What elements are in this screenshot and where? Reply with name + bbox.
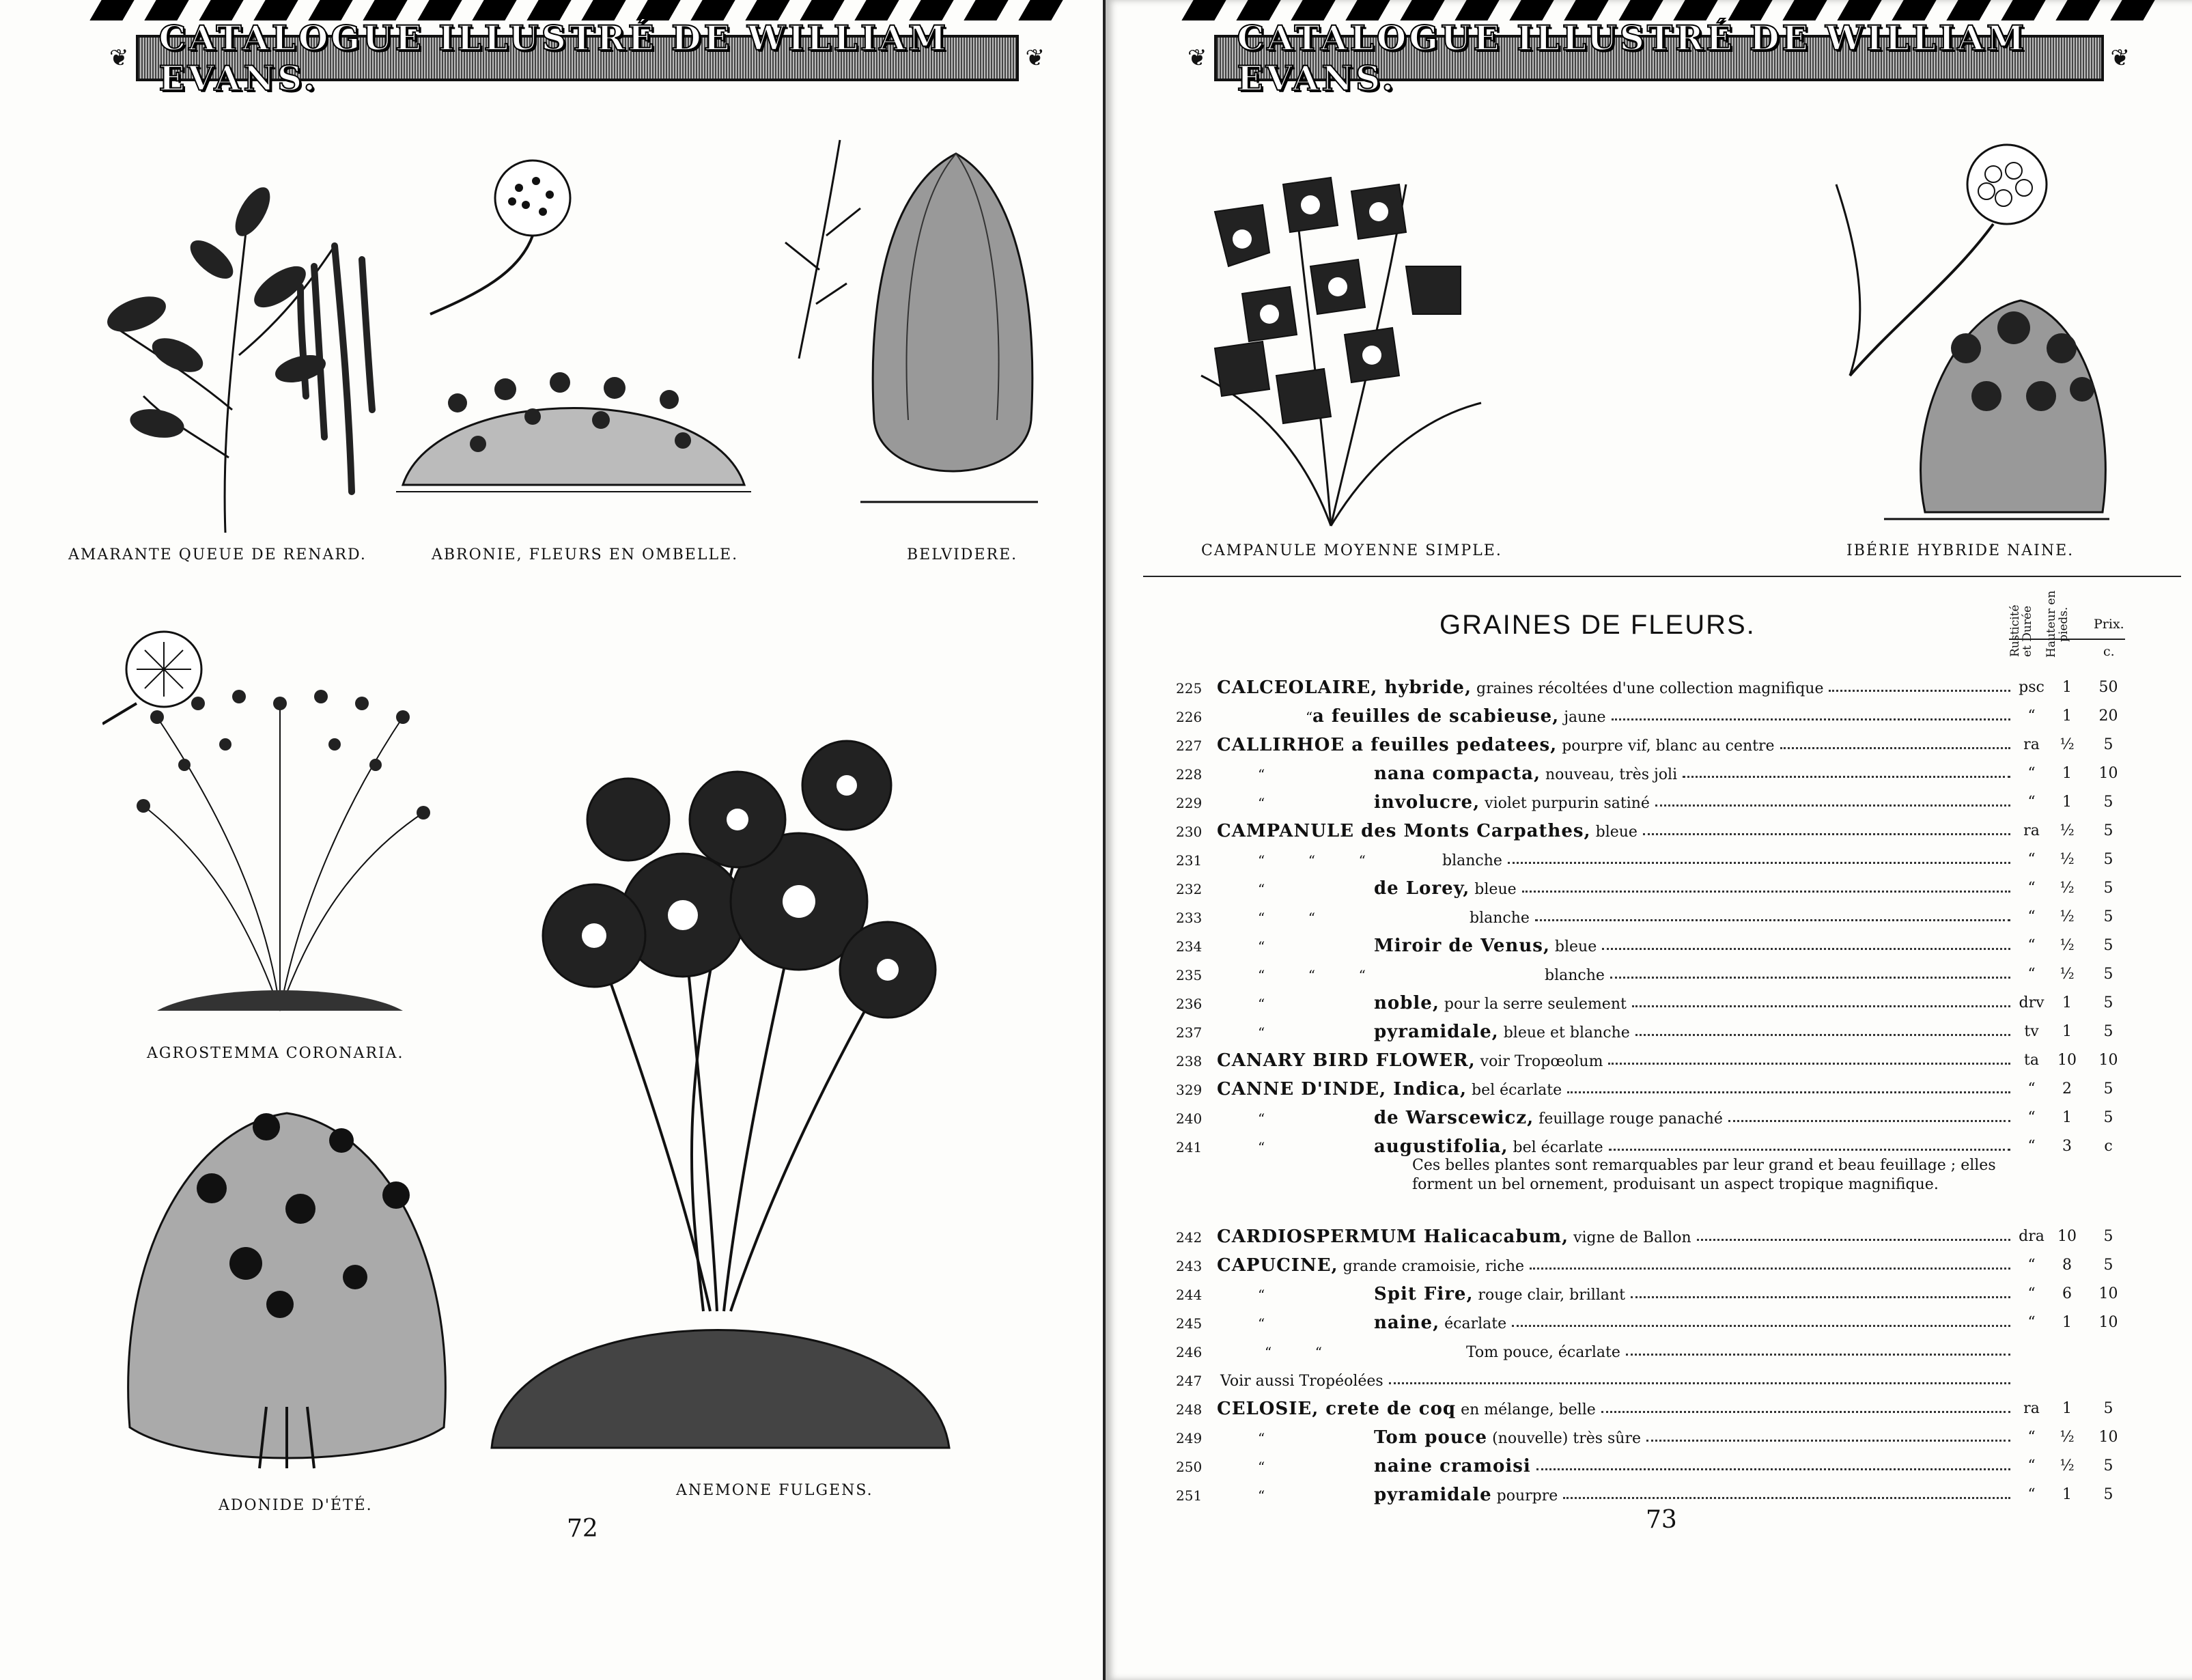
hauteur-cell: ½ xyxy=(2060,908,2075,925)
leader-dots xyxy=(1646,1440,2010,1442)
plant-description: bleue et blanche xyxy=(1498,1024,1630,1041)
plant-description: blanche xyxy=(1545,967,1605,984)
plant-description: graines récoltées d'une collection magnifique xyxy=(1472,680,1824,697)
leader-dots xyxy=(1522,891,2010,893)
leader-dots xyxy=(1608,1063,2010,1065)
row-number: 246 xyxy=(1176,1344,1203,1360)
page-number-72: 72 xyxy=(567,1515,598,1543)
rusticite-cell: “ xyxy=(2027,851,2036,868)
plant-name: pyramidale pourpre xyxy=(1374,1485,1558,1505)
ditto-mark: “ xyxy=(1258,1487,1265,1504)
plant-name: CAPUCINE, grande cramoisie, riche xyxy=(1217,1255,1525,1276)
amarante-illustration xyxy=(75,150,389,540)
prix-cell: 10 xyxy=(2098,1052,2118,1069)
rusticite-cell: “ xyxy=(2027,1314,2036,1331)
leader-dots xyxy=(1728,1120,2010,1122)
row-number: 241 xyxy=(1176,1139,1203,1156)
ditto-mark: “ “ “ xyxy=(1258,852,1366,869)
caption-agrostemma: AGROSTEMMA CORONARIA. xyxy=(147,1045,404,1062)
leader-dots xyxy=(1632,1005,2010,1007)
plant-description: bel écarlate xyxy=(1508,1139,1603,1156)
prix-cell: 5 xyxy=(2103,937,2113,954)
table-row xyxy=(1176,703,2132,731)
leader-dots xyxy=(1601,1411,2010,1413)
plant-name: noble, pour la serre seulement xyxy=(1374,993,1627,1013)
plant-description: pour la serre seulement xyxy=(1439,996,1627,1013)
leader-dots xyxy=(1635,1034,2010,1036)
table-row xyxy=(1176,847,2132,874)
header-title: CATALOGUE ILLUSTRÉ DE WILLIAM EVANS. xyxy=(158,18,949,98)
hauteur-cell: 1 xyxy=(2062,1109,2072,1126)
caption-iberie: IBÉRIE HYBRIDE NAINE. xyxy=(1846,542,2075,559)
rusticite-cell: “ xyxy=(2027,708,2036,725)
plant-description: rouge clair, brillant xyxy=(1473,1287,1625,1304)
col-rusticite: Rusticité et Durée xyxy=(2008,604,2034,658)
row-number: 233 xyxy=(1176,910,1203,926)
hauteur-cell: 1 xyxy=(2062,765,2072,782)
table-row xyxy=(1176,1367,2132,1395)
adonide-illustration xyxy=(109,1086,464,1482)
plant-name: nana compacta, nouveau, très joli xyxy=(1374,764,1678,784)
anemone-illustration xyxy=(478,710,956,1468)
plant-description: écarlate xyxy=(1439,1315,1507,1332)
row-number: 243 xyxy=(1176,1258,1203,1274)
table-row xyxy=(1176,761,2132,788)
table-row xyxy=(1176,1281,2132,1308)
plant-description: violet purpurin satiné xyxy=(1480,795,1650,812)
caption-amarante: AMARANTE QUEUE DE RENARD. xyxy=(68,546,367,563)
ditto-mark: “ xyxy=(1258,1287,1265,1303)
table-row xyxy=(1176,1076,2132,1104)
row-number: 232 xyxy=(1176,881,1203,897)
ditto-mark: “ “ xyxy=(1265,1344,1323,1360)
leader-dots xyxy=(1609,1149,2010,1151)
hauteur-cell: 6 xyxy=(2062,1285,2072,1302)
row-number: 240 xyxy=(1176,1110,1203,1127)
table-row xyxy=(1176,1105,2132,1132)
leader-dots xyxy=(1697,1239,2010,1241)
plant-name: naine, écarlate xyxy=(1374,1313,1507,1333)
ditto-mark: “ xyxy=(1258,795,1265,811)
ditto-mark: “ xyxy=(1258,938,1265,955)
hauteur-cell: 10 xyxy=(2057,1228,2077,1245)
ditto-mark: “ “ “ xyxy=(1258,967,1366,983)
hauteur-cell: 1 xyxy=(2062,794,2072,811)
plant-description: bleue xyxy=(1470,881,1517,898)
hauteur-cell: 1 xyxy=(2062,1400,2072,1417)
agrostemma-illustration xyxy=(102,628,458,1024)
rusticite-cell: “ xyxy=(2027,1138,2036,1155)
hauteur-cell: 1 xyxy=(2062,1486,2072,1503)
ditto-mark: “ xyxy=(1258,1315,1265,1332)
rusticite-cell: dra xyxy=(2019,1228,2045,1245)
rusticite-cell: “ xyxy=(2027,1457,2036,1474)
prix-cell: 5 xyxy=(2103,1228,2113,1245)
leader-dots xyxy=(1643,833,2010,835)
table-row xyxy=(1176,1252,2132,1280)
prix-cell: 5 xyxy=(2103,1400,2113,1417)
row-number: 248 xyxy=(1176,1401,1203,1418)
leader-dots xyxy=(1602,948,2010,950)
ditto-mark: “ xyxy=(1258,766,1265,783)
caption-campanule: CAMPANULE MOYENNE SIMPLE. xyxy=(1201,542,1502,559)
row-number: 226 xyxy=(1176,709,1203,725)
prix-cell: 10 xyxy=(2098,1429,2118,1446)
hauteur-cell: 2 xyxy=(2062,1080,2072,1097)
rusticite-cell: “ xyxy=(2027,1486,2036,1503)
abronie-illustration xyxy=(396,157,751,512)
canne-note: Ces belles plantes sont remarquables par leur grand et beau feuillage ; elles forment un bel ornement, produisant un aspect tropique magnifique. xyxy=(1412,1157,1996,1193)
section-divider xyxy=(1143,576,2181,577)
prix-cell: c xyxy=(2104,1138,2113,1155)
hauteur-cell: ½ xyxy=(2060,1429,2075,1446)
ditto-mark: “ “ xyxy=(1258,910,1316,926)
rusticite-cell: ra xyxy=(2023,1400,2040,1417)
leader-dots xyxy=(1563,1497,2010,1499)
col-prix: Prix. xyxy=(2094,617,2124,632)
header-underline xyxy=(2009,639,2125,640)
row-number: 244 xyxy=(1176,1287,1203,1303)
row-number: 231 xyxy=(1176,852,1203,869)
plant-name: de Lorey, bleue xyxy=(1374,878,1517,899)
row-number: 230 xyxy=(1176,824,1203,840)
ditto-mark: “ xyxy=(1258,996,1265,1012)
table-row xyxy=(1176,1224,2132,1251)
ditto-mark: “ xyxy=(1258,1459,1265,1475)
rusticite-cell: “ xyxy=(2027,1285,2036,1302)
plant-name: CALCEOLAIRE, hybride, graines récoltées d'une collection magnifique xyxy=(1217,677,1824,698)
row-number: 250 xyxy=(1176,1459,1203,1475)
plant-description: voir Tropœolum xyxy=(1475,1053,1603,1070)
leader-dots xyxy=(1829,690,2010,692)
plant-description: bleue xyxy=(1590,824,1638,841)
leader-dots xyxy=(1530,1268,2010,1270)
hauteur-cell: 1 xyxy=(2062,679,2072,696)
leader-dots xyxy=(1512,1325,2010,1327)
plant-description: bleue xyxy=(1549,938,1597,955)
prix-cell: 5 xyxy=(2103,1486,2113,1503)
table-row xyxy=(1176,1482,2132,1509)
plant-name xyxy=(1442,850,1502,870)
plant-name: CANNE D'INDE, Indica, bel écarlate xyxy=(1217,1079,1562,1100)
catalogue-header: ❦ CATALOGUE ILLUSTRÉ DE WILLIAM EVANS. ❦ xyxy=(1188,18,2130,98)
leader-dots xyxy=(1610,977,2010,979)
ditto-mark: “ xyxy=(1306,709,1313,725)
table-row xyxy=(1176,876,2132,903)
plant-description: blanche xyxy=(1442,852,1502,869)
rusticite-cell: ta xyxy=(2024,1052,2039,1069)
leader-dots xyxy=(1508,862,2010,864)
col-prix-unit: c. xyxy=(2103,644,2115,659)
prix-cell: 5 xyxy=(2103,1023,2113,1040)
leader-dots xyxy=(1631,1296,2010,1298)
caption-anemone: ANEMONE FULGENS. xyxy=(676,1482,873,1499)
hauteur-cell: ½ xyxy=(2060,851,2075,868)
hauteur-cell: ½ xyxy=(2060,966,2075,983)
iberie-illustration xyxy=(1829,143,2109,526)
plant-name: de Warscewicz, feuillage rouge panaché xyxy=(1374,1108,1723,1128)
row-number: 225 xyxy=(1176,680,1203,697)
leader-dots xyxy=(1612,718,2010,720)
rusticite-cell: “ xyxy=(2027,765,2036,782)
plant-name: augustifolia, bel écarlate xyxy=(1374,1136,1603,1157)
plant-name: CELOSIE, crete de coq en mélange, belle xyxy=(1217,1399,1596,1419)
table-row xyxy=(1176,990,2132,1018)
table-row xyxy=(1176,1453,2132,1481)
table-row xyxy=(1176,818,2132,845)
prix-cell: 50 xyxy=(2098,679,2118,696)
row-number: 249 xyxy=(1176,1430,1203,1446)
prix-cell: 5 xyxy=(2103,1080,2113,1097)
prix-cell: 20 xyxy=(2098,708,2118,725)
prix-cell: 5 xyxy=(2103,1109,2113,1126)
hauteur-cell: 1 xyxy=(2062,994,2072,1011)
plant-description: grande cramoisie, riche xyxy=(1338,1258,1525,1275)
rusticite-cell: “ xyxy=(2027,908,2036,925)
prix-cell: 10 xyxy=(2098,1285,2118,1302)
catalogue-header: ❦ CATALOGUE ILLUSTRÉ DE WILLIAM EVANS. ❦ xyxy=(109,18,1045,98)
rusticite-cell: “ xyxy=(2027,1109,2036,1126)
plant-name xyxy=(1466,1341,1620,1362)
prix-cell: 5 xyxy=(2103,1457,2113,1474)
row-number: 245 xyxy=(1176,1315,1203,1332)
row-number: 229 xyxy=(1176,795,1203,811)
rusticite-cell: ra xyxy=(2023,822,2040,839)
table-row xyxy=(1176,1048,2132,1075)
rusticite-cell: “ xyxy=(2027,1080,2036,1097)
plant-name: involucre, violet purpurin satiné xyxy=(1374,792,1650,813)
caption-adonide: ADONIDE D'ÉTÉ. xyxy=(219,1497,373,1514)
table-row xyxy=(1176,1396,2132,1423)
plant-name xyxy=(1470,907,1530,927)
caption-belvidere: BELVIDERE. xyxy=(907,546,1018,563)
col-hauteur: Hauteur en pieds. xyxy=(2045,590,2070,658)
hauteur-cell: ½ xyxy=(2060,1457,2075,1474)
header-title: CATALOGUE ILLUSTRÉ DE WILLIAM EVANS. xyxy=(1237,18,2027,98)
plant-name: CAMPANULE des Monts Carpathes, bleue xyxy=(1217,821,1638,841)
plant-name: Spit Fire, rouge clair, brillant xyxy=(1374,1284,1625,1304)
plant-description: feuillage rouge panaché xyxy=(1534,1110,1723,1128)
hauteur-cell: ½ xyxy=(2060,880,2075,897)
ditto-mark: “ xyxy=(1258,1430,1265,1446)
plant-description: vigne de Ballon xyxy=(1569,1229,1691,1246)
leader-dots xyxy=(1683,776,2010,778)
prix-cell: 5 xyxy=(2103,794,2113,811)
hauteur-cell: 10 xyxy=(2057,1052,2077,1069)
campanule-illustration xyxy=(1174,130,1495,533)
row-number: 236 xyxy=(1176,996,1203,1012)
plant-name: naine cramoisi xyxy=(1374,1456,1531,1476)
plant-name: Miroir de Venus, bleue xyxy=(1374,936,1597,956)
plant-description: pourpre xyxy=(1491,1487,1558,1504)
plant-name: a feuilles de scabieuse, jaune xyxy=(1312,706,1606,727)
plant-name xyxy=(1545,964,1605,985)
rusticite-cell: “ xyxy=(2027,880,2036,897)
plant-name: Tom pouce (nouvelle) très sûre xyxy=(1374,1427,1642,1448)
row-number: 234 xyxy=(1176,938,1203,955)
ditto-mark: “ xyxy=(1258,1110,1265,1127)
table-row xyxy=(1176,1019,2132,1046)
plant-description: (nouvelle) très sûre xyxy=(1487,1430,1642,1447)
hauteur-cell: 3 xyxy=(2062,1138,2072,1155)
hauteur-cell: 1 xyxy=(2062,1314,2072,1331)
plant-description: Voir aussi Tropéolées xyxy=(1220,1373,1383,1390)
plant-name xyxy=(1220,1370,1383,1390)
plant-description: nouveau, très joli xyxy=(1541,766,1678,783)
prix-cell: 10 xyxy=(2098,1314,2118,1331)
page-number-73: 73 xyxy=(1646,1506,1677,1534)
rusticite-cell: “ xyxy=(2027,937,2036,954)
plant-description: pourpre vif, blanc au centre xyxy=(1557,738,1775,755)
plant-description: bel écarlate xyxy=(1467,1082,1562,1099)
row-number: 235 xyxy=(1176,967,1203,983)
row-number: 251 xyxy=(1176,1487,1203,1504)
leader-dots xyxy=(1389,1382,2010,1384)
hauteur-cell: 8 xyxy=(2062,1257,2072,1274)
hauteur-cell: ½ xyxy=(2060,822,2075,839)
prix-cell: 5 xyxy=(2103,1257,2113,1274)
hauteur-cell: ½ xyxy=(2060,736,2075,753)
prix-cell: 5 xyxy=(2103,736,2113,753)
rusticite-cell: ra xyxy=(2023,736,2040,753)
belvidere-illustration xyxy=(751,133,1038,516)
prix-cell: 5 xyxy=(2103,908,2113,925)
hauteur-cell: 1 xyxy=(2062,708,2072,725)
prix-cell: 10 xyxy=(2098,765,2118,782)
leader-dots xyxy=(1655,804,2010,807)
row-number: 329 xyxy=(1176,1082,1203,1098)
plant-description: Tom pouce, écarlate xyxy=(1466,1344,1620,1361)
table-row xyxy=(1176,1339,2132,1366)
plant-name: CANARY BIRD FLOWER, voir Tropœolum xyxy=(1217,1050,1603,1071)
rusticite-cell: “ xyxy=(2027,1429,2036,1446)
hauteur-cell: 1 xyxy=(2062,1023,2072,1040)
row-number: 228 xyxy=(1176,766,1203,783)
plant-description: blanche xyxy=(1470,910,1530,927)
plant-description: jaune xyxy=(1559,709,1606,726)
plant-description: en mélange, belle xyxy=(1456,1401,1596,1418)
table-row xyxy=(1176,904,2132,932)
table-row xyxy=(1176,789,2132,817)
rusticite-cell: “ xyxy=(2027,794,2036,811)
row-number: 227 xyxy=(1176,738,1203,754)
leader-dots xyxy=(1536,1468,2010,1470)
plant-name: pyramidale, bleue et blanche xyxy=(1374,1022,1630,1042)
row-number: 237 xyxy=(1176,1024,1203,1041)
table-row xyxy=(1176,933,2132,960)
plant-name: CARDIOSPERMUM Halicacabum, vigne de Ballon xyxy=(1217,1227,1691,1247)
prix-cell: 5 xyxy=(2103,994,2113,1011)
leader-dots xyxy=(1535,919,2010,921)
prix-cell: 5 xyxy=(2103,851,2113,868)
table-row xyxy=(1176,732,2132,759)
ditto-mark: “ xyxy=(1258,1024,1265,1041)
hauteur-cell: ½ xyxy=(2060,937,2075,954)
row-number: 247 xyxy=(1176,1373,1203,1389)
leader-dots xyxy=(1626,1354,2010,1356)
rusticite-cell: tv xyxy=(2024,1023,2039,1040)
prix-cell: 5 xyxy=(2103,822,2113,839)
table-row xyxy=(1176,1310,2132,1337)
plant-name: CALLIRHOE a feuilles pedatees, pourpre vif, blanc au centre xyxy=(1217,735,1775,755)
prix-cell: 5 xyxy=(2103,880,2113,897)
table-row xyxy=(1176,962,2132,989)
caption-abronie: ABRONIE, FLEURS EN OMBELLE. xyxy=(432,546,739,563)
leader-dots xyxy=(1567,1091,2010,1093)
ditto-mark: “ xyxy=(1258,881,1265,897)
prix-cell: 5 xyxy=(2103,966,2113,983)
leader-dots xyxy=(1780,747,2010,749)
rusticite-cell: “ xyxy=(2027,1257,2036,1274)
table-row xyxy=(1176,675,2132,702)
ditto-mark: “ xyxy=(1258,1139,1265,1156)
table-row xyxy=(1176,1425,2132,1452)
table-title: GRAINES DE FLEURS. xyxy=(1439,610,1756,640)
rusticite-cell: “ xyxy=(2027,966,2036,983)
row-number: 238 xyxy=(1176,1053,1203,1069)
row-number: 242 xyxy=(1176,1229,1203,1246)
rusticite-cell: psc xyxy=(2019,679,2045,696)
rusticite-cell: drv xyxy=(2019,994,2045,1011)
